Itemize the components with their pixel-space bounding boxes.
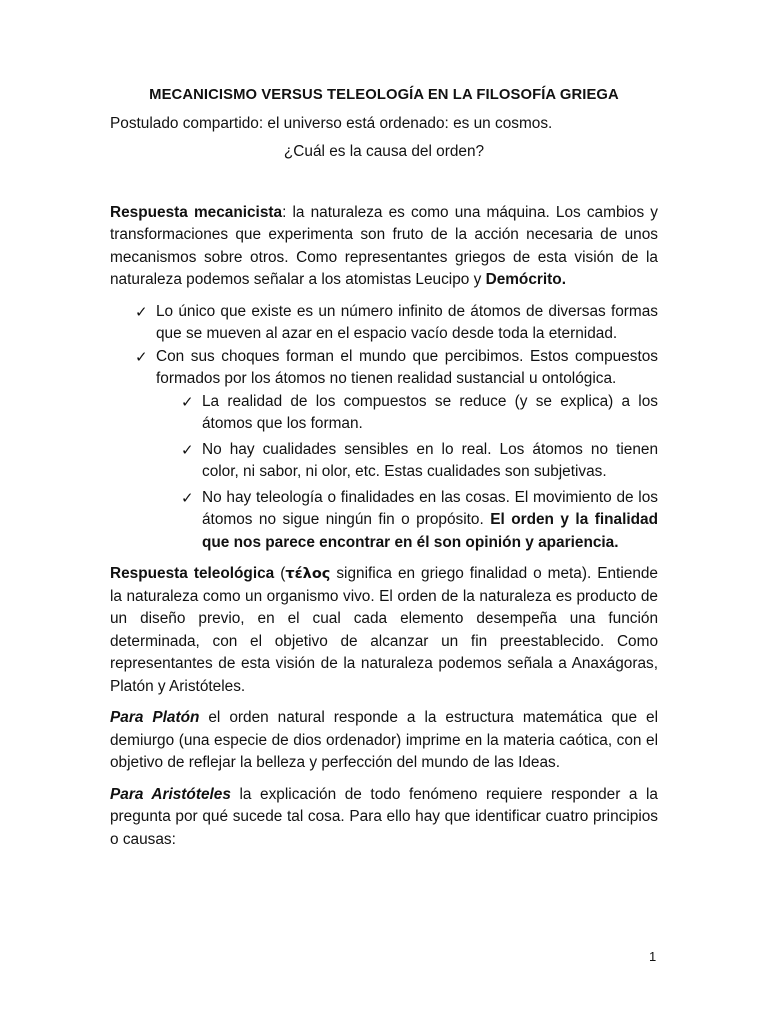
teleology-paren: ( — [274, 565, 286, 582]
teleology-text: significa en griego finalidad o meta). Entiende la naturaleza como un organismo vivo. El orden de la naturaleza es producto de un diseño previo, en el cual cada elemento desempeña una función determinada, con el objetivo de alcanzar un fin preestablecido. Como representantes de esta visión de la naturaleza podemos señala a Anaxágoras, Platón y Aristóteles. — [110, 565, 658, 695]
atomism-list — [110, 301, 658, 555]
list-item-text: Lo único que existe es un número infinito de átomos de diversas formas que se mueven al azar en el espacio vacío desde toda la eternidad. — [156, 302, 658, 342]
check-icon: ✓ — [181, 488, 194, 507]
aristoteles-text: la explicación de todo fenómeno requiere responder a la pregunta por qué sucede tal cosa. Para ello hay que identificar cuatro principios o causas: — [110, 785, 658, 848]
list-item-bold-text: El orden y la finalidad que nos parece encontrar en él son opinión y apariencia. — [202, 511, 658, 551]
list-item-text: No hay cualidades sensibles en lo real. Los átomos no tienen color, ni sabor, ni olor, etc. Estas cualidades son subjetivas. — [202, 440, 658, 480]
list-item-text: No hay teleología o finalidades en las cosas. El movimiento de los átomos no sigue ningún fin o propósito. — [202, 488, 658, 528]
question-text: ¿Cuál es la causa del orden? — [283, 143, 485, 160]
mechanist-label: Respuesta mecanicista — [110, 203, 283, 221]
page-number: 1 — [649, 949, 657, 964]
list-item — [135, 301, 658, 346]
list-item-text: Con sus choques forman el mundo que percibimos. Estos compuestos formados por los átomos no tienen realidad sustancial u ontológica. — [156, 347, 658, 387]
page-title: MECANICISMO VERSUS TELEOLOGÍA EN LA FILOSOFÍA GRIEGA — [149, 87, 619, 103]
postulate-text: Postulado compartido: el universo está ordenado: es un cosmos. — [110, 114, 553, 132]
aristoteles-label: Para Aristóteles — [110, 785, 231, 803]
democrito-name: Demócrito. — [485, 271, 566, 288]
greek-word: τέλος — [285, 566, 331, 582]
teleology-paragraph — [110, 563, 658, 698]
check-icon: ✓ — [181, 392, 194, 411]
mechanist-paragraph — [110, 202, 658, 292]
list-item — [181, 439, 658, 484]
platon-label: Para Platón — [110, 709, 200, 726]
spacer — [110, 164, 658, 202]
mechanist-text: : la naturaleza es como una máquina. Los cambios y transformaciones que experimenta son fruto de la acción necesaria de unos mecanismos sobre otros. Como representantes griegos de esta visión de la naturaleza podemos señalar a los atomistas Leucipo y — [110, 203, 658, 288]
list-item — [181, 391, 658, 436]
check-icon: ✓ — [181, 440, 194, 459]
list-item — [181, 487, 658, 555]
aristoteles-paragraph — [110, 784, 658, 852]
check-icon: ✓ — [135, 347, 148, 366]
check-icon: ✓ — [135, 302, 148, 321]
list-item — [135, 346, 658, 391]
list-item-text: La realidad de los compuestos se reduce (y se explica) a los átomos que los forman. — [202, 392, 658, 432]
platon-text: el orden natural responde a la estructura matemática que el demiurgo (una especie de dios ordenador) imprime en la materia caótica, con el objetivo de reflejar la belleza y perfección del mundo de las Ideas. — [110, 709, 658, 771]
document-body — [110, 84, 658, 860]
teleology-label: Respuesta teleológica — [110, 565, 275, 582]
platon-paragraph — [110, 707, 658, 775]
